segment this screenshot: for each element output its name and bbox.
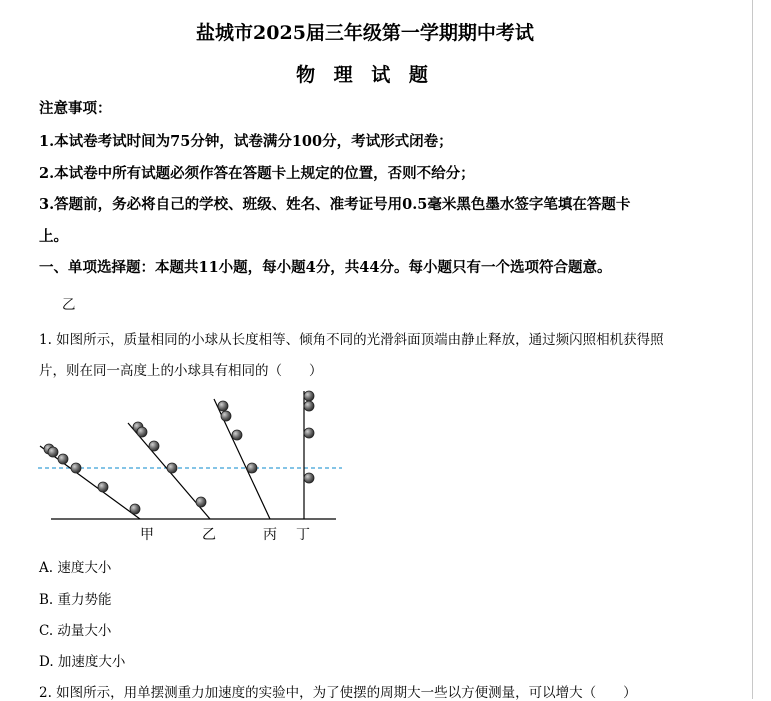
- ball: [304, 391, 314, 401]
- question1-line2: 片，则在同一高度上的小球具有相同的（ ）: [39, 363, 323, 379]
- exam-title: 盐城市2025届三年级第一学期期中考试: [196, 22, 534, 44]
- note-item-1: 1.本试卷考试时间为75分钟，试卷满分100分，考试形式闭卷；: [39, 133, 453, 150]
- label-ding: 丁: [296, 527, 310, 543]
- ball: [218, 401, 228, 411]
- question2-line1: 2. 如图所示，用单摆测重力加速度的实验中，为了使摆的周期大一些以方便测量，可以增大（ ）: [39, 685, 637, 701]
- ball: [196, 497, 206, 507]
- option-b: B. 重力势能: [39, 592, 112, 608]
- page-edge-line: [752, 0, 753, 699]
- option-d: D. 加速度大小: [39, 654, 126, 670]
- ball: [48, 447, 58, 457]
- option-c: C. 动量大小: [39, 623, 112, 639]
- note-item-3: 3.答题前，务必将自己的学校、班级、姓名、准考证号用0.5毫米黑色墨水签字笔填在答题卡: [39, 196, 631, 213]
- ball: [304, 401, 314, 411]
- label-yi: 乙: [202, 527, 216, 543]
- ball: [149, 441, 159, 451]
- label-jia: 甲: [140, 527, 154, 543]
- option-a: A. 速度大小: [39, 560, 112, 576]
- ball: [98, 482, 108, 492]
- ball: [167, 463, 177, 473]
- note-item-2: 2.本试卷中所有试题必须作答在答题卡上规定的位置，否则不给分；: [39, 165, 475, 182]
- label-bing: 丙: [263, 527, 277, 543]
- stray-char: 乙: [62, 297, 76, 313]
- ball: [137, 427, 147, 437]
- notes-heading: 注意事项：: [39, 100, 112, 117]
- ball: [58, 454, 68, 464]
- inclines-figure: [36, 385, 346, 547]
- ball: [304, 473, 314, 483]
- exam-subtitle: 物 理 试 题: [296, 64, 434, 86]
- ball: [71, 463, 81, 473]
- question1-line1: 1. 如图所示，质量相同的小球从长度相等、倾角不同的光滑斜面顶端由静止释放，通过频闪照相机获得照: [39, 332, 664, 348]
- note-item-3-cont: 上。: [39, 228, 68, 245]
- ball: [304, 428, 314, 438]
- ball: [221, 411, 231, 421]
- ball: [247, 463, 257, 473]
- ball: [130, 504, 140, 514]
- ball: [232, 430, 242, 440]
- section-heading: 一、单项选择题：本题共11小题，每小题4分，共44分。每小题只有一个选项符合题意。: [39, 259, 612, 276]
